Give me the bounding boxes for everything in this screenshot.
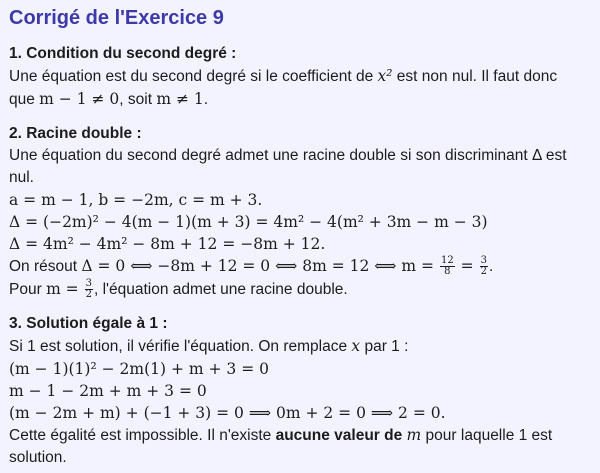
math-result: m ≠ 1 — [156, 90, 204, 108]
equation-expanded: m − 1 − 2m + m + 3 = 0 — [9, 382, 207, 400]
section-solution-one — [9, 313, 592, 469]
equation-coefficients: a = m − 1, b = −2m, c = m + 3. — [9, 191, 263, 209]
paragraph — [9, 424, 592, 447]
text: , l'équation admet une racine double. — [93, 281, 348, 298]
math-x: x — [351, 337, 361, 355]
paragraph — [9, 88, 592, 111]
text: Cette égalité est impossible. Il n'existe — [9, 427, 276, 444]
fraction — [440, 256, 455, 277]
math-condition: m − 1 ≠ 0 — [39, 90, 120, 108]
math-x-squared: x² — [377, 67, 393, 85]
text: par 1 : — [360, 338, 409, 355]
text: Si 1 est solution, il vérifie l'équation. On remplace — [9, 338, 352, 355]
text: On résout — [9, 258, 82, 275]
math-m: m — [406, 426, 422, 444]
fraction — [85, 279, 93, 300]
equation-substitution: (m − 1)(1)² − 2m(1) + m + 3 = 0 — [9, 360, 269, 378]
fraction — [480, 256, 488, 277]
numerator: 3 — [480, 255, 487, 267]
paragraph: nul. — [9, 169, 34, 186]
text: . — [488, 258, 494, 275]
text: est non nul. Il faut donc — [392, 68, 558, 85]
conclusion-line — [9, 278, 592, 301]
denominator: 2 — [480, 266, 487, 278]
section-double-root — [9, 123, 592, 301]
paragraph — [9, 335, 592, 358]
text: Une équation est du second degré si le coefficient de — [9, 68, 378, 85]
equation-grouped: (m − 2m + m) + (−1 + 3) = 0 ⟹ 0m + 2 = 0 ⟹ 2 = 0. — [9, 404, 446, 422]
text: que — [9, 91, 40, 108]
section-2-heading: 2. Racine double : — [9, 125, 142, 142]
paragraph: Une équation du second degré admet une racine double si son discriminant Δ est — [9, 147, 567, 164]
text: . — [203, 91, 209, 108]
emphasis: aucune valeur de — [275, 427, 403, 444]
section-3-heading: 3. Solution égale à 1 : — [9, 315, 168, 332]
math-m: m = — [46, 280, 84, 298]
numerator: 12 — [440, 255, 454, 267]
denominator: 8 — [444, 266, 451, 278]
math-solve: Δ = 0 ⟺ −8m + 12 = 0 ⟺ 8m = 12 ⟺ m = — [81, 257, 439, 275]
solve-line — [9, 255, 592, 278]
page-title: Corrigé de l'Exercice 9 — [9, 7, 224, 29]
section-condition — [9, 43, 592, 111]
text: pour laquelle 1 est — [421, 427, 553, 444]
equation-discriminant-simplified: Δ = 4m² − 4m² − 8m + 12 = −8m + 12. — [9, 235, 326, 253]
denominator: 2 — [85, 289, 92, 301]
equation-discriminant: Δ = (−2m)² − 4(m − 1)(m + 3) = 4m² − 4(m² + 3m − m − 3) — [9, 213, 488, 231]
math-equals: = — [455, 257, 479, 275]
numerator: 3 — [85, 278, 92, 290]
section-1-heading: 1. Condition du second degré : — [9, 45, 237, 62]
paragraph: solution. — [9, 449, 67, 466]
text: Pour — [9, 281, 47, 298]
text: , soit — [119, 91, 157, 108]
paragraph — [9, 65, 592, 88]
